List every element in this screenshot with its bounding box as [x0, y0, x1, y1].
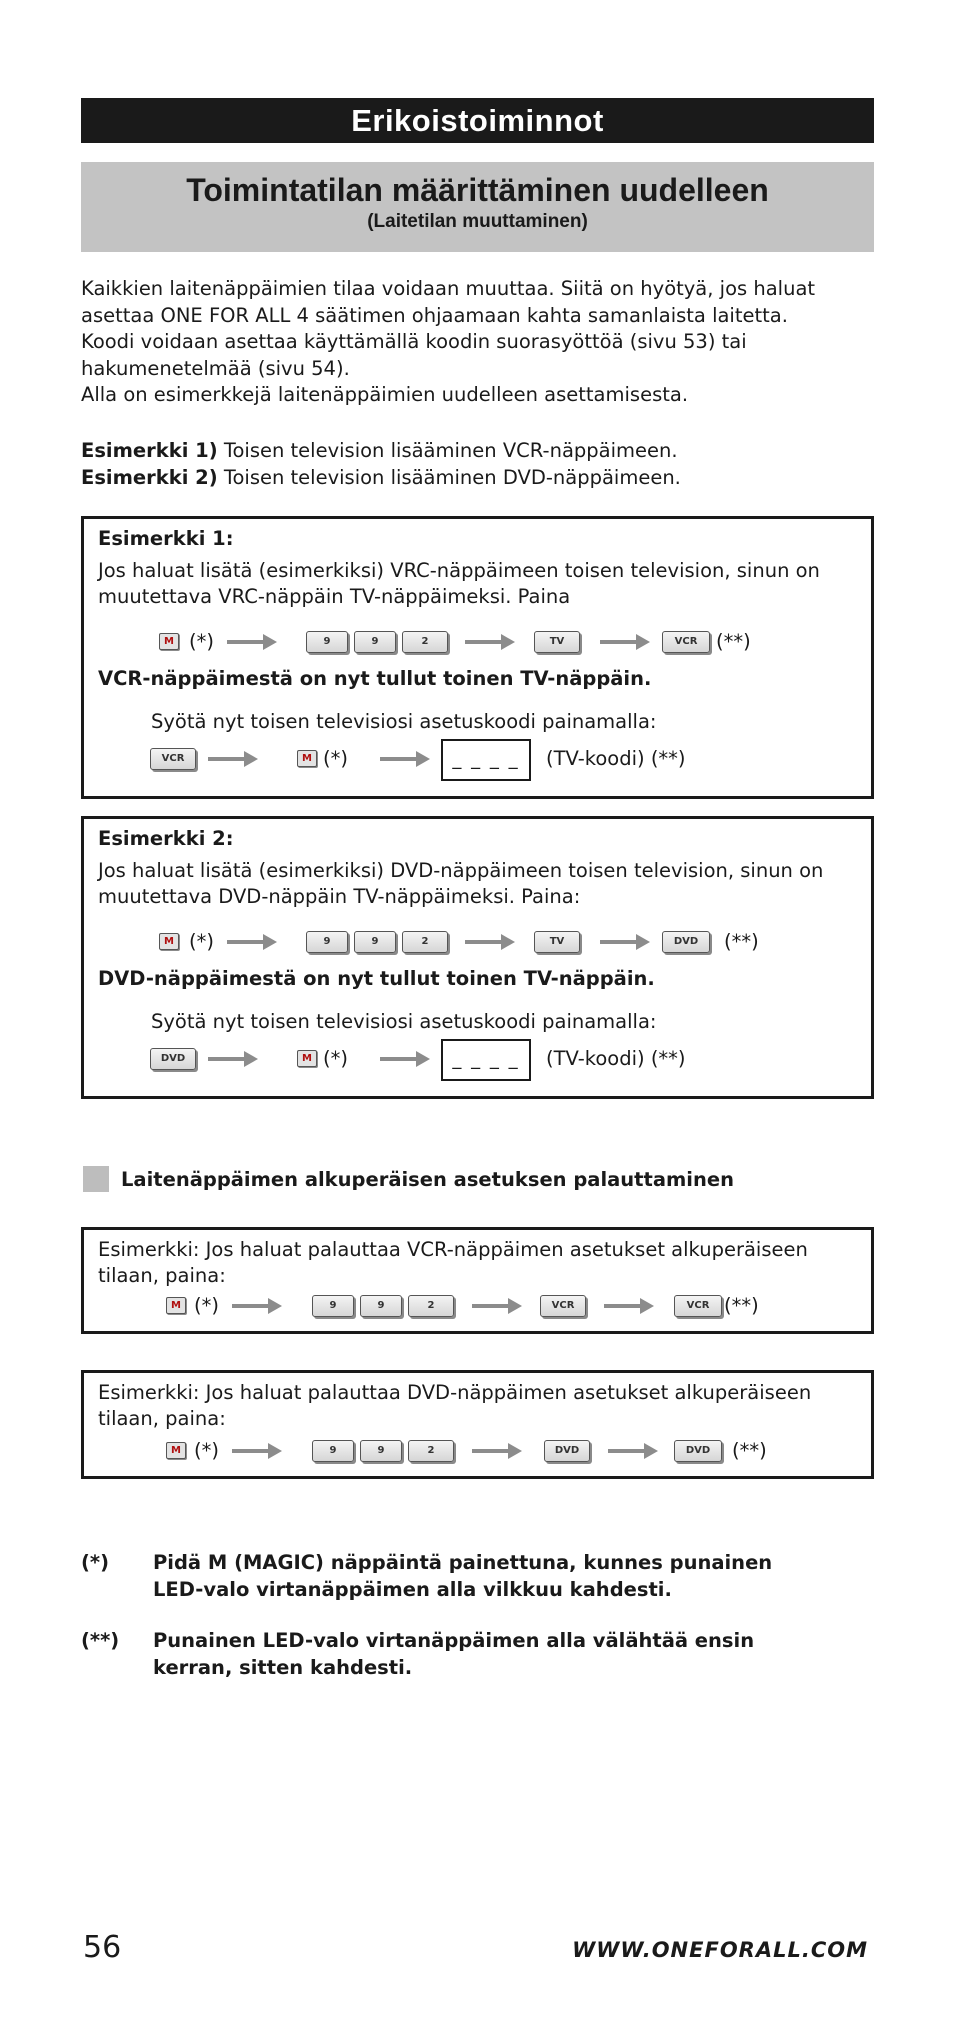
digit-2-key-icon: 2 — [402, 931, 448, 953]
example-2-box — [81, 816, 874, 1099]
footnote-text: Pidä M (MAGIC) näppäintä painettuna, kunnes punainen LED-valo virtanäppäimen alla vilkkuu kahdesti. — [153, 1551, 773, 1601]
footnote-mark: (**) — [81, 1629, 120, 1652]
arrow-icon — [232, 1442, 282, 1460]
arrow-icon — [472, 1297, 522, 1315]
example-1-instruction: Syötä nyt toisen televisiosi asetuskoodi painamalla: — [151, 710, 657, 733]
digit-9-key-icon: 9 — [306, 931, 348, 953]
digit-9-key-icon: 9 — [360, 1295, 402, 1317]
digit-2-key-icon: 2 — [408, 1440, 454, 1462]
bullet-square-icon — [83, 1166, 109, 1192]
arrow-icon — [232, 1297, 282, 1315]
example-2-instruction: Syötä nyt toisen televisiosi asetuskoodi painamalla: — [151, 1010, 657, 1033]
dvd-key-icon: DVD — [544, 1440, 590, 1462]
star-note: (*) — [323, 747, 348, 770]
m-key-icon: M — [159, 633, 179, 650]
digit-2-key-icon: 2 — [402, 631, 448, 653]
example-1-text: Jos haluat lisätä (esimerkiksi) VRC-näppäimeen toisen television, sinun on — [98, 559, 820, 582]
intro-line: Koodi voidaan asettaa käyttämällä koodin suorasyöttöä (sivu 53) tai — [81, 330, 747, 353]
example-1-heading: Esimerkki 1: — [98, 527, 234, 550]
arrow-icon — [227, 633, 277, 651]
example-summary-2: Esimerkki 2) Toisen television lisääminen DVD-näppäimeen. — [81, 465, 681, 489]
example-2-text: Jos haluat lisätä (esimerkiksi) DVD-näppäimeen toisen television, sinun on — [98, 859, 824, 882]
example-2-text: muutettava DVD-näppäin TV-näppäimeksi. Paina: — [98, 885, 581, 908]
example-2-key-sequence — [84, 931, 871, 957]
tv-key-icon: TV — [534, 931, 580, 953]
digit-2-key-icon: 2 — [408, 1295, 454, 1317]
arrow-icon — [472, 1442, 522, 1460]
code-entry-box: _ _ _ _ — [441, 1039, 531, 1081]
intro-line: hakumenetelmää (sivu 54). — [81, 356, 350, 380]
example-2-code-sequence — [84, 1048, 871, 1074]
reset-dvd-text: Esimerkki: Jos haluat palauttaa DVD-näppäimen asetukset alkuperäiseen — [98, 1381, 812, 1404]
website-link[interactable]: WWW.ONEFORALL.COM — [572, 1938, 868, 1962]
digit-9-key-icon: 9 — [360, 1440, 402, 1462]
reset-vcr-key-sequence — [84, 1295, 871, 1321]
footnote-text: Punainen LED-valo virtanäppäimen alla välähtää ensin kerran, sitten kahdesti. — [153, 1629, 755, 1679]
arrow-icon — [208, 1050, 258, 1068]
star-note: (*) — [194, 1294, 219, 1317]
section-band: Erikoistoiminnot — [81, 98, 874, 143]
code-entry-box: _ _ _ _ — [441, 739, 531, 781]
example-1-code-sequence — [84, 748, 871, 774]
m-key-icon: M — [166, 1297, 186, 1314]
star-note: (*) — [189, 930, 214, 953]
reset-vcr-box — [81, 1227, 874, 1334]
m-key-icon: M — [297, 1050, 317, 1067]
reset-dvd-key-sequence — [84, 1440, 871, 1466]
page-number: 56 — [83, 1930, 122, 1965]
page-title: Toimintatilan määrittäminen uudelleen — [186, 172, 769, 208]
example-1-text: muutettava VRC-näppäin TV-näppäimeksi. Paina — [98, 585, 571, 608]
vcr-key-icon: VCR — [540, 1295, 586, 1317]
vcr-key-icon: VCR — [150, 748, 196, 770]
m-key-icon: M — [159, 933, 179, 950]
double-star-note: (**) — [716, 630, 751, 653]
vcr-key-icon: VCR — [674, 1295, 722, 1317]
m-key-icon: M — [297, 750, 317, 767]
reset-vcr-text: tilaan, paina: — [98, 1264, 226, 1287]
vcr-key-icon: VCR — [662, 631, 710, 653]
example-1-box — [81, 516, 874, 799]
arrow-icon — [604, 1297, 654, 1315]
example-2-heading: Esimerkki 2: — [98, 827, 234, 850]
reset-dvd-box — [81, 1370, 874, 1479]
double-star-note: (**) — [724, 1294, 759, 1317]
dvd-key-icon: DVD — [674, 1440, 722, 1462]
star-note: (*) — [323, 1047, 348, 1070]
example-2-result: DVD-näppäimestä on nyt tullut toinen TV-näppäin. — [98, 967, 655, 990]
manual-page — [81, 0, 874, 2035]
double-star-note: (**) — [732, 1439, 767, 1462]
dvd-key-icon: DVD — [662, 931, 710, 953]
digit-9-key-icon: 9 — [306, 631, 348, 653]
dvd-key-icon: DVD — [150, 1048, 196, 1070]
arrow-icon — [380, 1050, 430, 1068]
arrow-icon — [227, 933, 277, 951]
reset-dvd-text: tilaan, paina: — [98, 1407, 226, 1430]
intro-line: Kaikkien laitenäppäimien tilaa voidaan muuttaa. Siitä on hyötyä, jos haluat — [81, 277, 816, 300]
digit-9-key-icon: 9 — [312, 1440, 354, 1462]
title-box — [81, 162, 874, 252]
star-note: (*) — [194, 1439, 219, 1462]
digit-9-key-icon: 9 — [312, 1295, 354, 1317]
m-key-icon: M — [166, 1442, 186, 1459]
star-note: (*) — [189, 630, 214, 653]
tv-code-note: (TV-koodi) (**) — [546, 1047, 686, 1070]
footnote-mark: (*) — [81, 1551, 110, 1574]
arrow-icon — [465, 633, 515, 651]
arrow-icon — [208, 750, 258, 768]
tv-key-icon: TV — [534, 631, 580, 653]
example-1-key-sequence — [84, 631, 871, 657]
digit-9-key-icon: 9 — [354, 931, 396, 953]
intro-line: asettaa ONE FOR ALL 4 säätimen ohjaamaan kahta samanlaista laitetta. — [81, 303, 788, 327]
reset-vcr-text: Esimerkki: Jos haluat palauttaa VCR-näppäimen asetukset alkuperäiseen — [98, 1238, 808, 1261]
intro-paragraph — [81, 276, 874, 409]
double-star-note: (**) — [724, 930, 759, 953]
page-subtitle: (Laitetilan muuttaminen) — [367, 211, 588, 232]
digit-9-key-icon: 9 — [354, 631, 396, 653]
arrow-icon — [380, 750, 430, 768]
arrow-icon — [608, 1442, 658, 1460]
tv-code-note: (TV-koodi) (**) — [546, 747, 686, 770]
intro-line: Alla on esimerkkejä laitenäppäimien uudelleen asettamisesta. — [81, 383, 689, 406]
arrow-icon — [465, 933, 515, 951]
arrow-icon — [600, 933, 650, 951]
arrow-icon — [600, 633, 650, 651]
example-1-result: VCR-näppäimestä on nyt tullut toinen TV-näppäin. — [98, 667, 652, 690]
reset-section-title: Laitenäppäimen alkuperäisen asetuksen palauttaminen — [121, 1168, 734, 1191]
examples-summary — [81, 438, 874, 491]
example-summary-1: Esimerkki 1) Toisen television lisääminen VCR-näppäimeen. — [81, 439, 678, 462]
